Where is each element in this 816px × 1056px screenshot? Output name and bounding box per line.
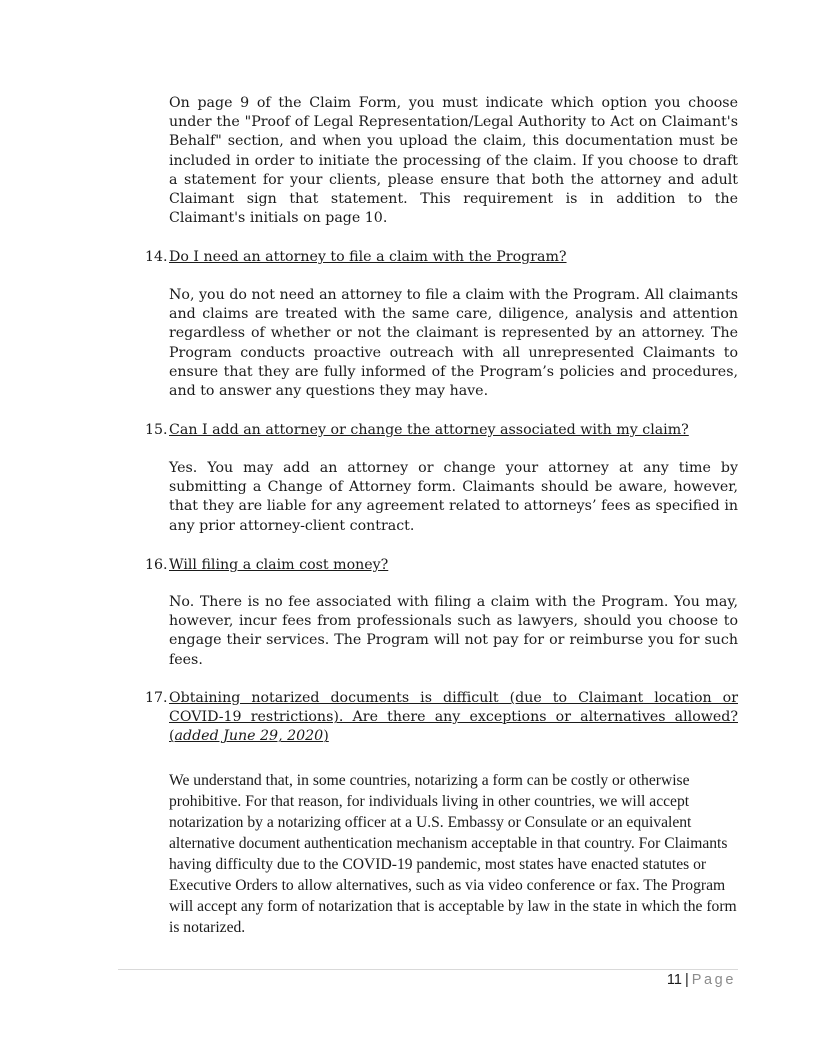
- question-number: 17.: [145, 690, 168, 706]
- page-number: 11: [666, 972, 682, 988]
- question-text: Can I add an attorney or change the attorney associated with my claim?: [169, 422, 689, 438]
- intro-paragraph: On page 9 of the Claim Form, you must indicate which option you choose under the "Proof of Legal Representation/Legal Authority to Act on Claimant's Behalf" section, and when you upload the claim, this documentation must be included in order to initiate the processing of the claim. If you choose to draft a statement for your clients, please ensure that both the attorney and adult Claimant sign that statement. This requirement is in addition to the Claimant's initials on page 10.: [169, 95, 738, 227]
- footer-divider: [118, 969, 738, 970]
- faq-question-17: [145, 689, 738, 747]
- question-text: Obtaining notarized documents is difficult (due to Claimant location or COVID-19 restrictions). Are there any exceptions or alternatives allowed? (added June 29, 2020): [169, 690, 738, 745]
- faq-answer-15: Yes. You may add an attorney or change your attorney at any time by submitting a Change of Attorney form. Claimants should be aware, however, that they are liable for any agreement related to attorneys’ fees as specified in any prior attorney-client contract.: [169, 460, 738, 534]
- question-text: Do I need an attorney to file a claim with the Program?: [169, 249, 567, 265]
- faq-answer-17: We understand that, in some countries, notarizing a form can be costly or otherwise prohibitive. For that reason, for individuals living in other countries, we will accept notarization by a notarizing officer at a U.S. Embassy or Consulate or an equivalent alternative document authentication mechanism acceptable in that country. For Claimants having difficulty due to the COVID-19 pandemic, most states have enacted statutes or Executive Orders to allow alternatives, such as via video conference or fax. The Program will accept any form of notarization that is acceptable by law in the state in which the form is notarized.: [169, 772, 737, 936]
- question-number: 14.: [145, 249, 168, 265]
- footer-separator: |: [684, 972, 689, 988]
- page-footer: [667, 972, 736, 988]
- question-text: Will filing a claim cost money?: [169, 557, 389, 573]
- faq-answer-16: No. There is no fee associated with filing a claim with the Program. You may, however, incur fees from professionals such as lawyers, should you choose to engage their services. The Program will not pay for or reimburse you for such fees.: [169, 594, 738, 668]
- question-note: added June 29, 2020: [174, 728, 324, 745]
- faq-question-14: [145, 248, 738, 267]
- page-label: Page: [691, 972, 736, 988]
- question-number: 15.: [145, 422, 168, 438]
- faq-question-15: [145, 421, 738, 440]
- faq-question-16: [145, 556, 738, 575]
- question-number: 16.: [145, 557, 168, 573]
- faq-answer-14: No, you do not need an attorney to file a claim with the Program. All claimants and claims are treated with the same care, diligence, analysis and attention regardless of whether or not the claimant is represented by an attorney. The Program conducts proactive outreach with all unrepresented Claimants to ensure that they are fully informed of the Program’s policies and procedures, and to answer any questions they may have.: [169, 287, 738, 400]
